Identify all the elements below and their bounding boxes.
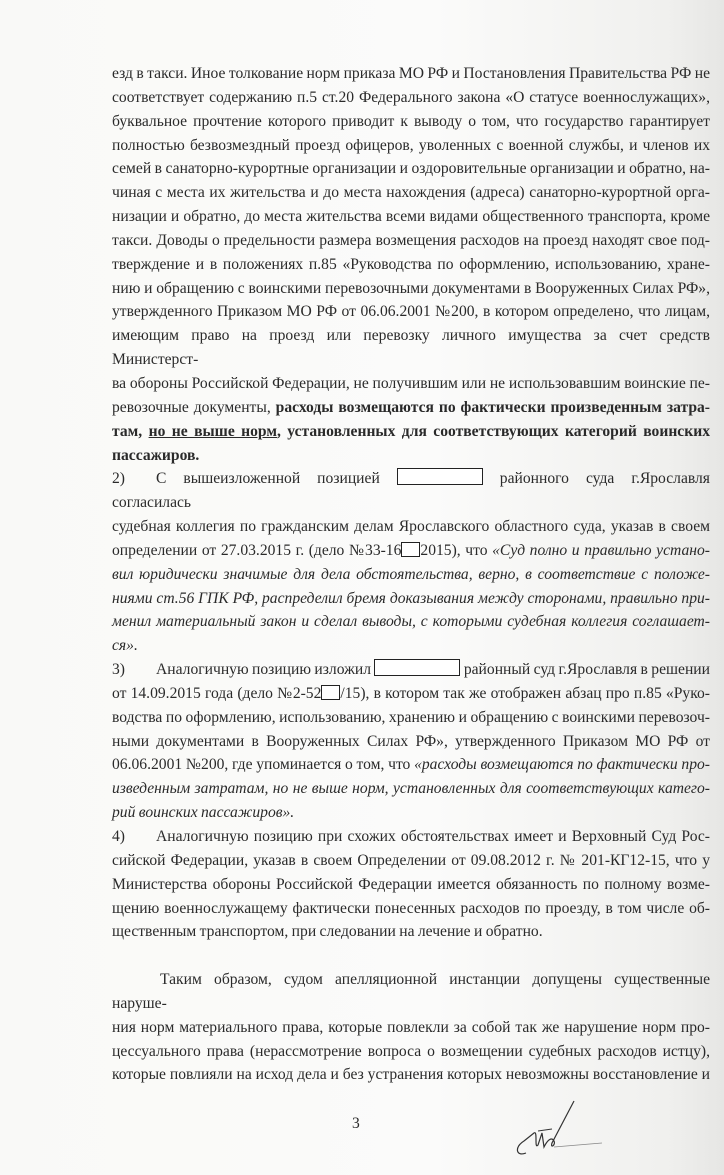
text-span: С вышеизложенной позицией	[156, 470, 380, 488]
text-line: цессуального права (нерассмотрение вопроса о возмещении судебных расходов истцу),	[112, 1042, 710, 1060]
signature-icon	[508, 1095, 608, 1165]
text-line: Таким образом, судом апелляционной инстанции допущены существенные наруше-	[112, 971, 710, 1012]
text-line	[112, 563, 710, 587]
text-span: Аналогичную позицию изложил	[156, 661, 372, 679]
item-number: 2)	[112, 470, 125, 488]
text-line	[112, 777, 710, 801]
text-line	[112, 539, 710, 563]
text-line	[112, 682, 710, 706]
text-span: районного суда г.Ярославля согласилась	[112, 470, 710, 512]
text-span: ревозочные документы,	[112, 398, 276, 416]
text-line: семей в санаторно-курортные организации и оздоровительные организации и обратно, на-	[112, 160, 710, 178]
text-line: сийской Федерации, указав в своем Определении от 09.08.2012 г. № 201-КГ12-15, что у	[112, 851, 710, 869]
text-line: имеющим право на проезд или перевозку личного имущества за счет средств Министерст-	[112, 327, 710, 369]
italic-quote: ниями ст.56 ГПК РФ, распределил бремя доказывания между сторонами, правильно при-	[112, 589, 710, 607]
text-line: ния норм материального права, которые повлекли за собой так же нарушение норм про-	[112, 1018, 710, 1036]
italic-quote: менил материальный закон и сделал выводы, с которыми судебная коллегия соглашает-	[112, 613, 710, 631]
bold-text: там,	[112, 422, 149, 440]
text-line: соответствует содержанию п.5 ст.20 Федерального закона «О статусе военнослужащих»,	[112, 88, 710, 106]
item-number: 4)	[112, 828, 125, 845]
text-line: которые повлияли на исход дела и без устранения которых невозможны восстановление и	[112, 1066, 710, 1084]
text-line: низации и обратно, до места жительства всеми видами общественного транспорта, кроме	[112, 208, 710, 226]
text-span: определении от 27.03.2015 г. (дело №33-16	[112, 541, 402, 559]
text-line: Министерства обороны Российской Федерации имеется обязанность по полному возме-	[112, 875, 710, 893]
italic-quote: «Суд полно и правильно устано-	[492, 541, 710, 559]
text-span: /15), в котором так же отображен абзац про п.85 «Руко-	[340, 684, 710, 702]
text-line: нию и обращению с воинскими перевозочными документами в Вооруженных Силах РФ»,	[112, 279, 710, 297]
page-footer	[0, 1095, 724, 1175]
text-line: водства по оформлению, использованию, хранению и обращению с воинскими перевозоч-	[112, 708, 710, 726]
text-line: щественным транспортом, при следовании на лечение и обратно.	[112, 923, 543, 941]
text-line	[112, 420, 710, 444]
text-span: от 14.09.2015 года (дело №2-52	[112, 684, 322, 702]
text-span: 06.06.2001 №200, где упоминается о том, что	[112, 756, 415, 774]
text-line: ва обороны Российской Федерации, не получившим или не использовавшим воинские пе-	[112, 374, 710, 392]
text-line: буквальное прочтение которого приводит к выводу о том, что государство гарантирует	[112, 112, 710, 130]
text-line	[112, 634, 710, 658]
text-line: ными документами в Вооруженных Силах РФ», утвержденного Приказом МО РФ от	[112, 732, 710, 750]
text-line	[112, 396, 710, 420]
bold-text: пассажиров.	[112, 446, 200, 464]
text-line: тверждение и в положениях п.85 «Руководства по оформлению, использованию, хране-	[112, 255, 710, 273]
redacted-box	[401, 542, 420, 557]
paragraph-gap	[112, 944, 710, 968]
text-line	[112, 753, 710, 777]
text-line	[112, 444, 710, 468]
text-line: полностью безвозмездный проезд офицеров, уволенных с военной службы, и членов их	[112, 136, 710, 154]
text-line: судебная коллегия по гражданским делам Ярославского областного суда, указав в своем	[112, 518, 710, 536]
bold-text: расходы возмещаются по фактически произведенным затра-	[275, 398, 710, 416]
text-span: Аналогичную позицию при схожих обстоятельствах имеет и Верховный Суд Рос-	[156, 828, 710, 845]
text-line: такси. Доводы о предельности размера возмещения расходов на проезд находят свое под-	[112, 231, 710, 249]
redacted-box	[397, 468, 483, 485]
text-line: езд в такси. Иное толкование норм приказа МО РФ и Постановления Правительства РФ не	[112, 65, 710, 82]
italic-quote: «расходы возмещаются по фактически про-	[414, 756, 710, 774]
text-line: утвержденного Приказом МО РФ от 06.06.2001 №200, в котором определено, что лицам,	[112, 303, 710, 321]
item-number: 3)	[112, 661, 125, 679]
item-3-line	[112, 658, 710, 682]
text-line	[112, 587, 710, 611]
italic-quote: рий воинских пассажиров».	[112, 804, 295, 822]
underlined-bold-text: но не выше норм	[148, 422, 277, 440]
redacted-box	[374, 659, 460, 676]
text-line	[112, 610, 710, 634]
italic-quote: изведенным затратам, но не выше норм, установленных для соответствующих катего-	[112, 780, 710, 798]
item-4-line	[112, 825, 710, 849]
text-span: 2015), что	[420, 541, 493, 559]
document-body	[112, 0, 710, 1087]
text-line: щению военнослужащему фактически понесенных расходов по проезду, в том числе об-	[112, 899, 710, 917]
page-number: 3	[352, 1115, 360, 1133]
text-line	[112, 801, 710, 825]
item-2-line	[112, 467, 710, 515]
text-span: районный суд г.Ярославля в решении	[463, 661, 710, 679]
italic-quote: ся».	[112, 637, 138, 655]
text-line: чиная с места их жительства и до места нахождения (адреса) санаторно-курортной орга-	[112, 184, 710, 202]
redacted-box	[321, 685, 340, 700]
bold-text: , установленных для соответствующих категорий воинских	[277, 422, 710, 440]
italic-quote: вил юридически значимые для дела обстоятельства, верно, в соответствие с положе-	[112, 565, 710, 583]
